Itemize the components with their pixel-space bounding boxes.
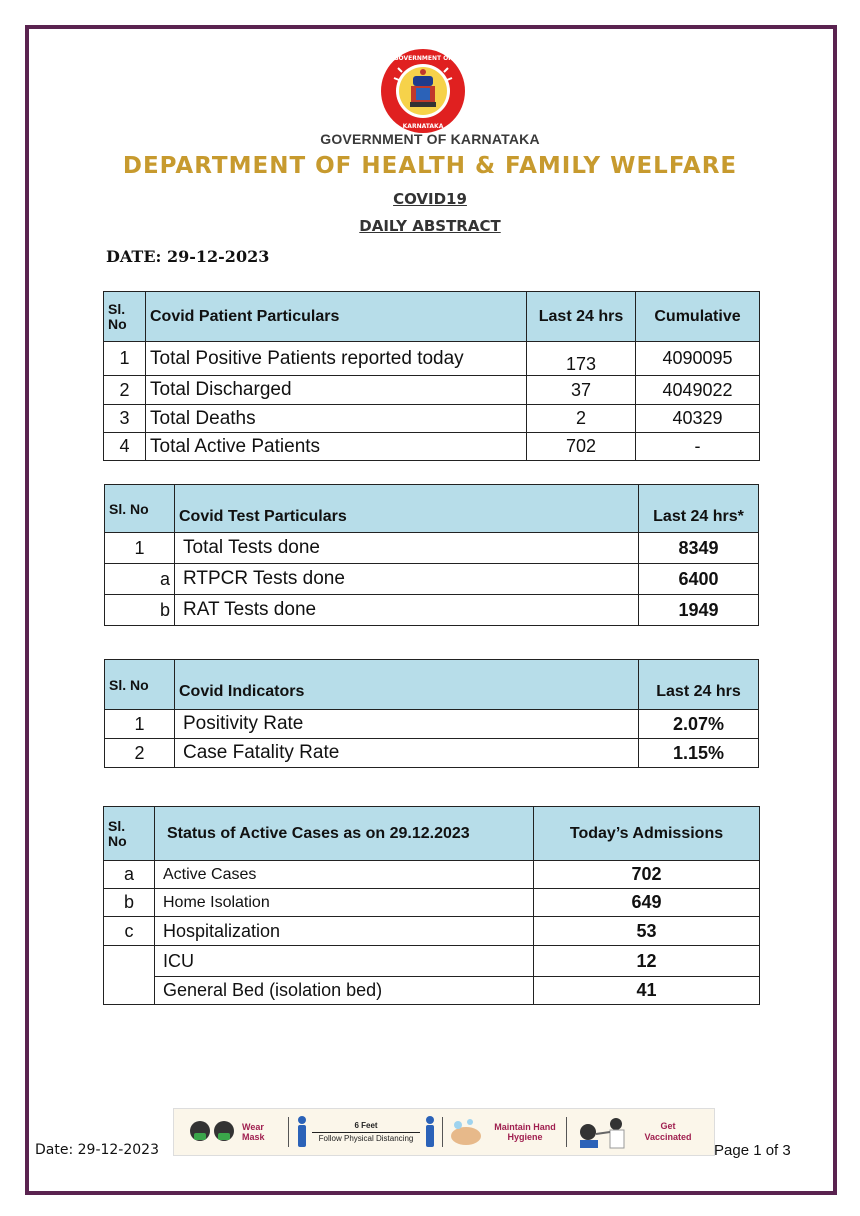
header-status: Status of Active Cases as on 29.12.2023: [155, 807, 534, 861]
row-label: Case Fatality Rate: [175, 739, 639, 768]
patients-table: [103, 291, 760, 461]
row-last24: 37: [527, 376, 636, 405]
row-label: RTPCR Tests done: [175, 564, 639, 595]
tests-table: [104, 484, 759, 626]
table-row: [104, 889, 760, 917]
row-value: 702: [534, 861, 760, 889]
vaccination-icon: [572, 1114, 632, 1150]
row-last24: 2: [527, 405, 636, 433]
header-sl-no: Sl. No: [104, 292, 146, 342]
row-label: ICU: [155, 946, 534, 977]
row-last24: 173: [527, 342, 636, 376]
banner-divider: [288, 1117, 289, 1147]
table-row: [104, 433, 760, 461]
header-indicators: Covid Indicators: [175, 660, 639, 710]
row-value: 12: [534, 946, 760, 977]
row-no: 1: [105, 710, 175, 739]
wear-mask-segment: [188, 1109, 276, 1155]
header-sl-no: Sl. No: [105, 485, 175, 533]
table-row: [105, 739, 759, 768]
row-label: Total Active Patients: [146, 433, 527, 461]
header-last24: Last 24 hrs: [639, 660, 759, 710]
vaccination-segment: [572, 1109, 696, 1155]
row-no: [104, 977, 155, 1005]
header-last24: Last 24 hrs*: [639, 485, 759, 533]
row-value: 41: [534, 977, 760, 1005]
banner-divider: [566, 1117, 567, 1147]
page-number: Page 1 of 3: [714, 1142, 791, 1159]
row-no: a: [104, 861, 155, 889]
row-label: Home Isolation: [155, 889, 534, 917]
header-sl-no: Sl. No: [105, 660, 175, 710]
wear-mask-label: Wear Mask: [242, 1122, 265, 1142]
karnataka-seal-icon: [380, 48, 466, 134]
table-row: [104, 977, 760, 1005]
table-row: [104, 946, 760, 977]
row-no: 1: [105, 533, 175, 564]
row-value: 2.07%: [639, 710, 759, 739]
safety-banner: [173, 1108, 715, 1156]
row-label: Total Discharged: [146, 376, 527, 405]
person-right-icon: [424, 1115, 436, 1149]
row-value: 649: [534, 889, 760, 917]
table-row: [104, 405, 760, 433]
mask-face-icon: [188, 1117, 238, 1147]
active-cases-table: [103, 806, 760, 1005]
svg-text:KARNATAKA: KARNATAKA: [402, 123, 444, 130]
header-admissions: Today’s Admissions: [534, 807, 760, 861]
row-label: Active Cases: [155, 861, 534, 889]
row-label: Total Tests done: [175, 533, 639, 564]
hand-wash-icon: [448, 1116, 484, 1148]
daily-abstract-subtitle: DAILY ABSTRACT: [359, 217, 501, 235]
distance-label: 6 Feet: [354, 1120, 378, 1130]
distancing-segment: [296, 1109, 436, 1155]
header-sl-no: Sl. No: [104, 807, 155, 861]
row-cumulative: 40329: [636, 405, 760, 433]
row-cumulative: 4049022: [636, 376, 760, 405]
person-left-icon: [296, 1115, 308, 1149]
row-no: 4: [104, 433, 146, 461]
covid-subtitle: COVID19: [393, 190, 467, 208]
banner-divider: [442, 1117, 443, 1147]
row-label: General Bed (isolation bed): [155, 977, 534, 1005]
svg-text:GOVERNMENT OF: GOVERNMENT OF: [393, 55, 453, 62]
header-last24: Last 24 hrs: [527, 292, 636, 342]
row-no: b: [104, 889, 155, 917]
row-no: 3: [104, 405, 146, 433]
row-label: RAT Tests done: [175, 595, 639, 626]
table-row: [104, 861, 760, 889]
row-no: 2: [104, 376, 146, 405]
footer-date: Date: 29-12-2023: [35, 1142, 159, 1158]
row-no: 1: [104, 342, 146, 376]
vaccinated-label: Get Vaccinated: [644, 1121, 692, 1142]
row-label: Hospitalization: [155, 917, 534, 946]
row-no: [104, 946, 155, 977]
row-no: a: [105, 564, 175, 595]
table-row: [104, 376, 760, 405]
row-cumulative: -: [636, 433, 760, 461]
row-value: 1949: [639, 595, 759, 626]
table-row: [105, 710, 759, 739]
row-no: c: [104, 917, 155, 946]
hygiene-label: Maintain Hand Hygiene: [494, 1122, 556, 1142]
row-value: 1.15%: [639, 739, 759, 768]
header-particulars: Covid Patient Particulars: [146, 292, 527, 342]
indicators-table: [104, 659, 759, 768]
row-label: Total Positive Patients reported today: [146, 342, 527, 376]
row-no: b: [105, 595, 175, 626]
distancing-label: Follow Physical Distancing: [318, 1133, 414, 1143]
table-row: [104, 917, 760, 946]
table-row: [105, 595, 759, 626]
header-cumulative: Cumulative: [636, 292, 760, 342]
department-title: DEPARTMENT OF HEALTH & FAMILY WELFARE: [122, 153, 738, 179]
report-date: DATE: 29-12-2023: [106, 247, 270, 266]
row-value: 8349: [639, 533, 759, 564]
header-particulars: Covid Test Particulars: [175, 485, 639, 533]
row-cumulative: 4090095: [636, 342, 760, 376]
row-value: 6400: [639, 564, 759, 595]
row-value: 53: [534, 917, 760, 946]
government-title: GOVERNMENT OF KARNATAKA: [320, 131, 540, 147]
table-row: [105, 564, 759, 595]
row-label: Positivity Rate: [175, 710, 639, 739]
hygiene-segment: [448, 1109, 560, 1155]
row-last24: 702: [527, 433, 636, 461]
row-label: Total Deaths: [146, 405, 527, 433]
row-no: 2: [105, 739, 175, 768]
table-row: [104, 342, 760, 376]
table-row: [105, 533, 759, 564]
